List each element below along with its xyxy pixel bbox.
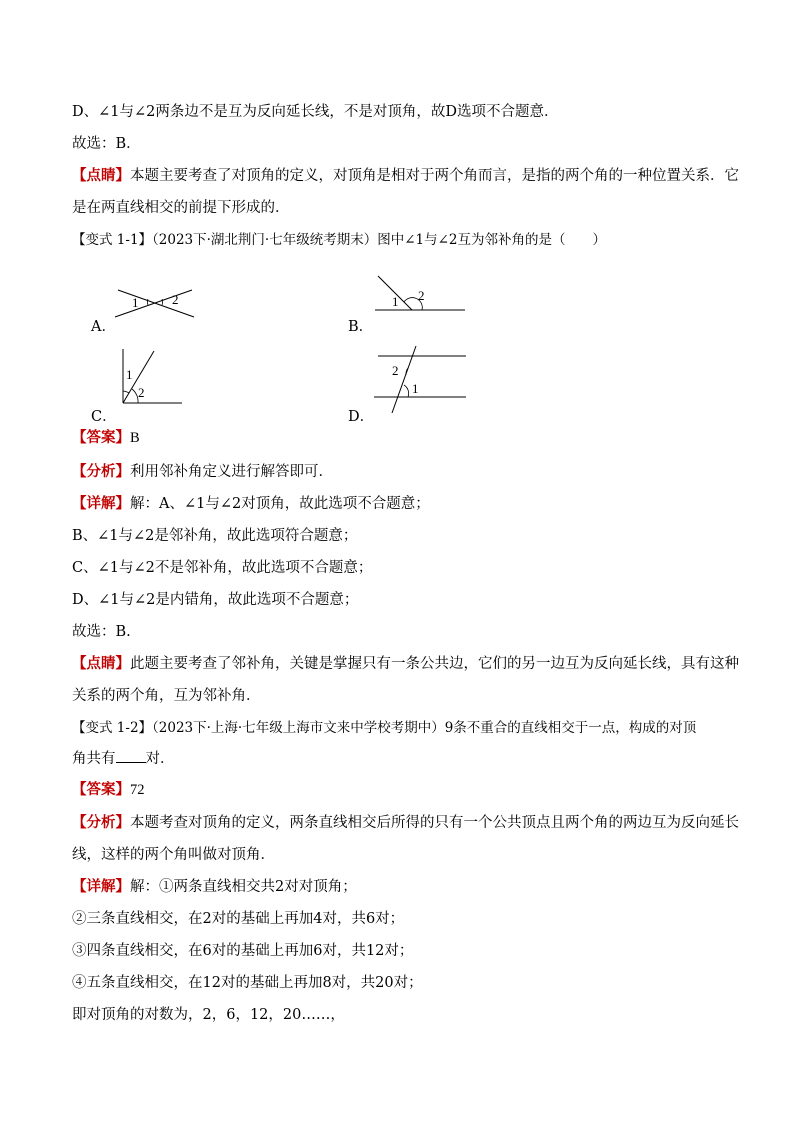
tag-variant: 【变式 1-1】 [72,232,153,248]
text-line [72,428,140,448]
text-line: B、∠1与∠2是邻补角，故此选项符合题意； [72,528,358,544]
angle-1-label: 1 [392,294,399,309]
text: （2023下·湖北荆门·七年级统考期末）图中∠1与∠2互为邻补角的是（ ） [152,232,607,248]
text: 解：A、∠1与∠2对顶角，故此选项不合题意； [130,496,430,512]
option-a-label: A． [91,319,116,335]
figure-b [370,272,470,314]
angle-2-label: 2 [138,385,145,400]
angle-2-label: 2 [392,363,399,378]
figure-c [118,347,188,407]
text-line: 故选：B． [72,136,141,152]
tag-detail: 【详解】 [72,495,130,512]
option-c-label: C． [91,409,117,425]
option-b-label: B． [348,319,374,335]
option-d-label: D． [348,409,375,425]
text-line [72,166,739,186]
text-line [72,748,175,769]
tag-analysis: 【分析】 [72,814,130,831]
text-line: ④五条直线相交，在12对的基础上再加8对，共20对； [72,975,423,991]
tag-answer: 【答案】 [72,429,130,446]
text-line: D、∠1与∠2是内错角，故此选项不合题意； [72,592,359,608]
tag-dianjing: 【点睛】 [72,655,130,672]
angle-1-label: 1 [412,381,419,396]
text-line: C、∠1与∠2不是邻补角，故此选项不合题意； [72,560,373,576]
answer-value: B [130,430,140,446]
text: 角共有 [72,751,116,767]
text-line: 线，这样的两个角叫做对顶角． [72,847,275,863]
text: 对． [145,751,175,767]
text: （2023下·上海·七年级上海市文来中学校考期中）9条不重合的直线相交于一点，构成的对顶 [152,720,697,736]
text-line [72,780,145,800]
angle-2-label: 2 [172,292,179,307]
tag-analysis: 【分析】 [72,463,130,480]
text: 此题主要考查了邻补角，关键是掌握只有一条公共边，它们的另一边互为反向延长线，具有这种 [130,656,739,672]
text-line: 故选：B. [72,624,131,640]
figure-a [110,285,200,321]
answer-blank [116,748,146,763]
text: 本题主要考查了对顶角的定义，对顶角是相对于两个角而言，是指的两个角的一种位置关系．它 [130,168,739,184]
text-line: 即对顶角的对数为，2，6，12，20……， [72,1007,345,1023]
text-line: D、∠1与∠2两条边不是互为反向延长线，不是对顶角，故D选项不合题意． [72,104,559,120]
text-line: ②三条直线相交，在2对的基础上再加4对，共6对； [72,911,405,927]
text-line [72,230,606,250]
angle-1-label: 1 [126,367,133,382]
text-line [72,877,357,897]
answer-value: 72 [130,782,145,798]
tag-answer: 【答案】 [72,781,130,798]
text: 利用邻补角定义进行解答即可． [130,464,333,480]
text-line [72,813,739,833]
text-line: 是在两直线相交的前提下形成的． [72,200,290,216]
text-line: 关系的两个角，互为邻补角． [72,688,261,704]
tag-variant: 【变式 1-2】 [72,720,153,736]
text-line [72,718,696,738]
angle-1-label: 1 [132,295,139,310]
text: 本题考查对顶角的定义，两条直线相交后所得的只有一个公共顶点且两个角的两边互为反向延长 [130,815,739,831]
tag-detail: 【详解】 [72,878,130,895]
text: 解：①两条直线相交共2对对顶角； [130,879,357,895]
text-line [72,462,333,482]
text-line [72,494,430,514]
text-line: ③四条直线相交，在6对的基础上再加6对，共12对； [72,943,414,959]
angle-2-label: 2 [418,288,425,303]
text-line [72,654,739,674]
figure-d [370,343,470,415]
tag-dianjing: 【点睛】 [72,167,130,184]
